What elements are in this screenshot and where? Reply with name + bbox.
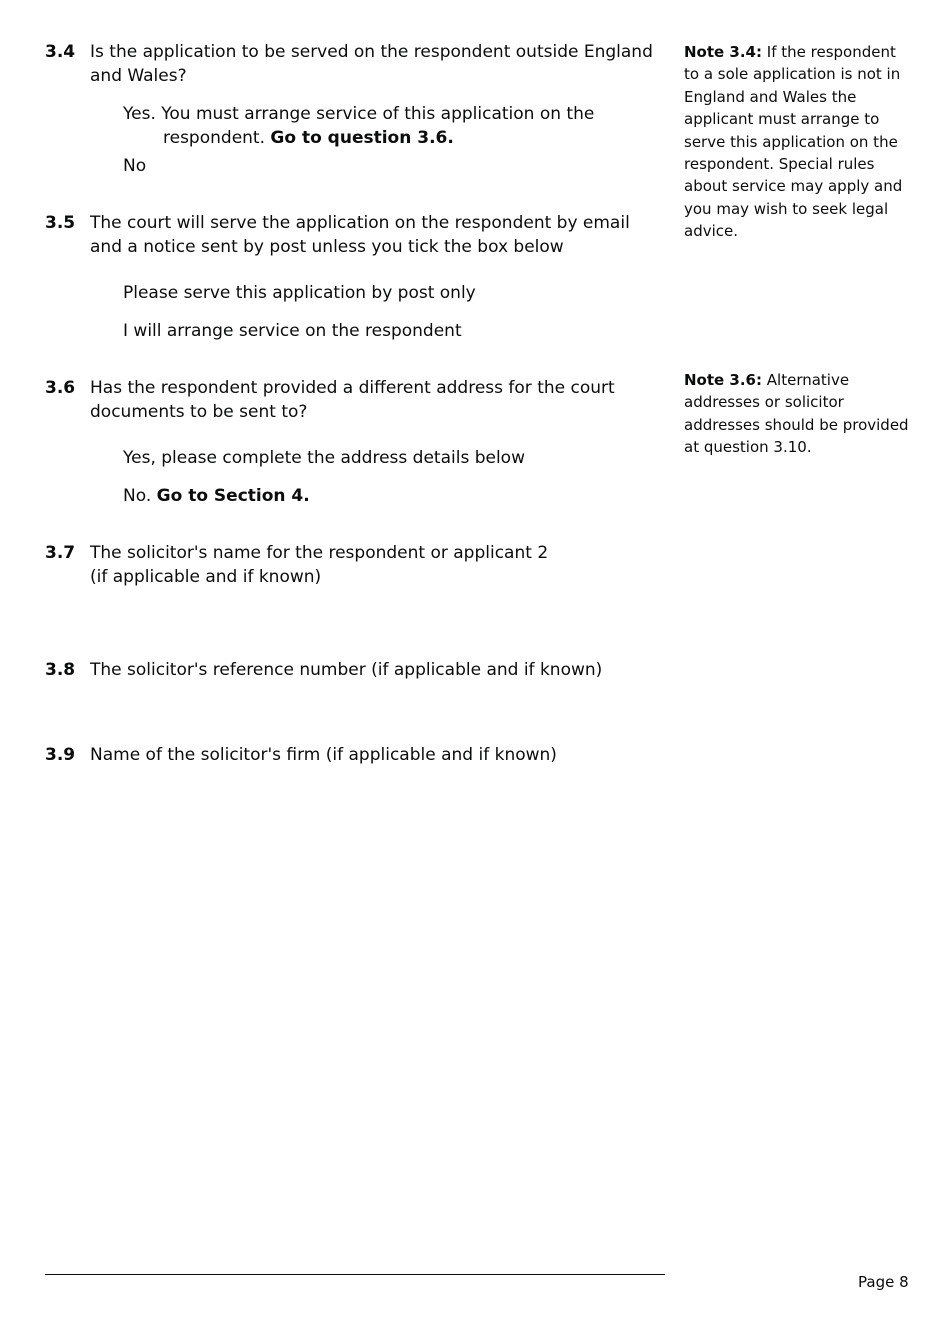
question-number: 3.8 — [45, 660, 76, 680]
question-text-line-2: (if applicable and if known) — [90, 567, 322, 587]
option-yes[interactable] — [123, 102, 653, 150]
question-text: Is the application to be served on the respondent outside England and Wales? — [90, 42, 653, 86]
note-label: Note 3.6: — [684, 371, 762, 389]
note-3-4 — [684, 41, 909, 243]
option-no[interactable] — [123, 154, 653, 178]
option-arrange-service[interactable] — [123, 319, 653, 343]
option-yes-text-2: respondent. — [163, 128, 265, 148]
option-yes-text-1: Yes. You must arrange service of this application on the — [123, 104, 595, 124]
note-3-6 — [684, 369, 909, 459]
option-no-address-text: No. — [123, 486, 152, 506]
option-post-only-text: Please serve this application by post only — [123, 283, 476, 303]
note-label: Note 3.4: — [684, 43, 762, 61]
option-no-text: No — [123, 156, 147, 176]
question-text: The solicitor's reference number (if applicable and if known) — [90, 660, 603, 680]
question-text: Has the respondent provided a different address for the court documents to be sent to? — [90, 378, 615, 422]
footer-divider — [45, 1274, 665, 1275]
option-post-only[interactable] — [123, 281, 653, 305]
question-text — [90, 541, 665, 589]
page-number: Page 8 — [858, 1273, 909, 1291]
option-yes-goto: Go to question 3.6. — [270, 128, 454, 148]
option-no-address[interactable] — [123, 484, 653, 508]
note-text: If the respondent to a sole application is not in England and Wales the applicant must arrange to serve this application on the respondent. Special rules about service may apply and you may wish to seek legal advice. — [684, 43, 903, 241]
option-no-address-goto: Go to Section 4. — [156, 486, 310, 506]
question-text-line-1: The solicitor's name for the respondent or applicant 2 — [90, 543, 549, 563]
question-number: 3.9 — [45, 745, 76, 765]
question-text: The court will serve the application on the respondent by email and a notice sent by post unless you tick the box below — [90, 213, 630, 257]
question-number: 3.5 — [45, 213, 76, 233]
option-yes-address-text: Yes, please complete the address details below — [123, 448, 525, 468]
question-number: 3.7 — [45, 543, 76, 563]
option-yes-address[interactable] — [123, 446, 653, 470]
note-text: Alternative addresses or solicitor addresses should be provided at question 3.10. — [684, 371, 909, 457]
question-number: 3.4 — [45, 42, 76, 62]
question-text: Name of the solicitor's firm (if applicable and if known) — [90, 745, 557, 765]
question-number: 3.6 — [45, 378, 76, 398]
option-arrange-service-text: I will arrange service on the respondent — [123, 321, 462, 341]
